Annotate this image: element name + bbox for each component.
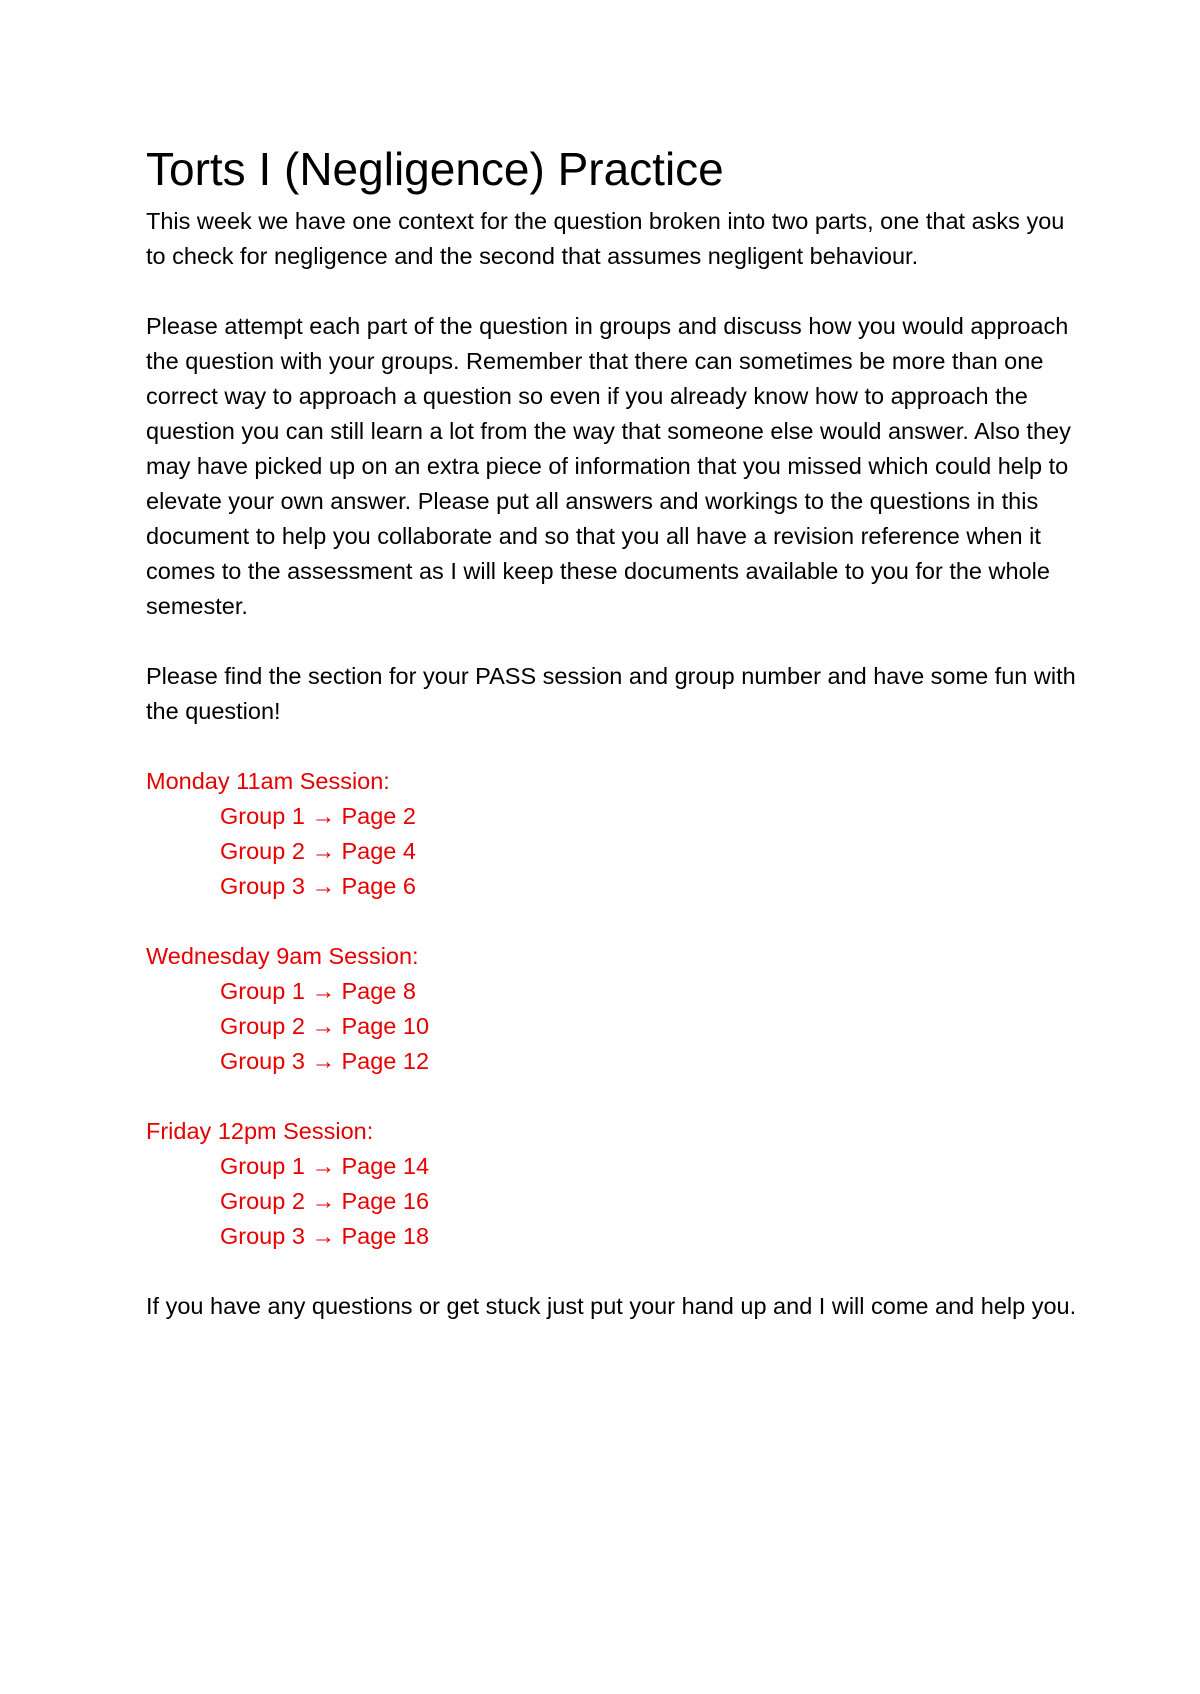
group-line: Group 1 → Page 14	[220, 1153, 430, 1179]
session-monday	[146, 764, 1086, 904]
group-line: Group 3 → Page 6	[220, 873, 416, 899]
instructions-paragraph: Please attempt each part of the question in groups and discuss how you would approach the question with your groups. Remember that there can sometimes be more than one correct way to approach a question so even if you already know how to approach the question you can still learn a lot from the way that someone else would answer. Also they may have picked up on an extra piece of information that you missed which could help to elevate your own answer. Please put all answers and workings to the questions in this document to help you collaborate and so that you all have a revision reference when it comes to the assessment as I will keep these documents available to you for the whole semester.	[146, 313, 1071, 619]
group-line: Group 3 → Page 18	[220, 1223, 430, 1249]
find-section-paragraph: Please find the section for your PASS session and group number and have some fun with the question!	[146, 663, 1076, 724]
group-line: Group 2 → Page 4	[220, 838, 416, 864]
group-line: Group 1 → Page 2	[220, 803, 416, 829]
group-line: Group 3 → Page 12	[220, 1048, 430, 1074]
document-title: Torts I (Negligence) Practice	[146, 143, 724, 195]
group-line: Group 1 → Page 8	[220, 978, 416, 1004]
session-list	[146, 764, 1086, 1254]
group-line: Group 2 → Page 16	[220, 1188, 430, 1214]
session-heading: Wednesday 9am Session:	[146, 943, 419, 969]
document-page	[146, 140, 1086, 1324]
session-friday	[146, 1114, 1086, 1254]
session-wednesday	[146, 939, 1086, 1079]
session-heading: Friday 12pm Session:	[146, 1118, 374, 1144]
intro-paragraph: This week we have one context for the question broken into two parts, one that asks you to check for negligence and the second that assumes negligent behaviour.	[146, 208, 1065, 269]
closing-paragraph: If you have any questions or get stuck just put your hand up and I will come and help you.	[146, 1293, 1077, 1319]
group-line: Group 2 → Page 10	[220, 1013, 430, 1039]
session-heading: Monday 11am Session:	[146, 768, 390, 794]
